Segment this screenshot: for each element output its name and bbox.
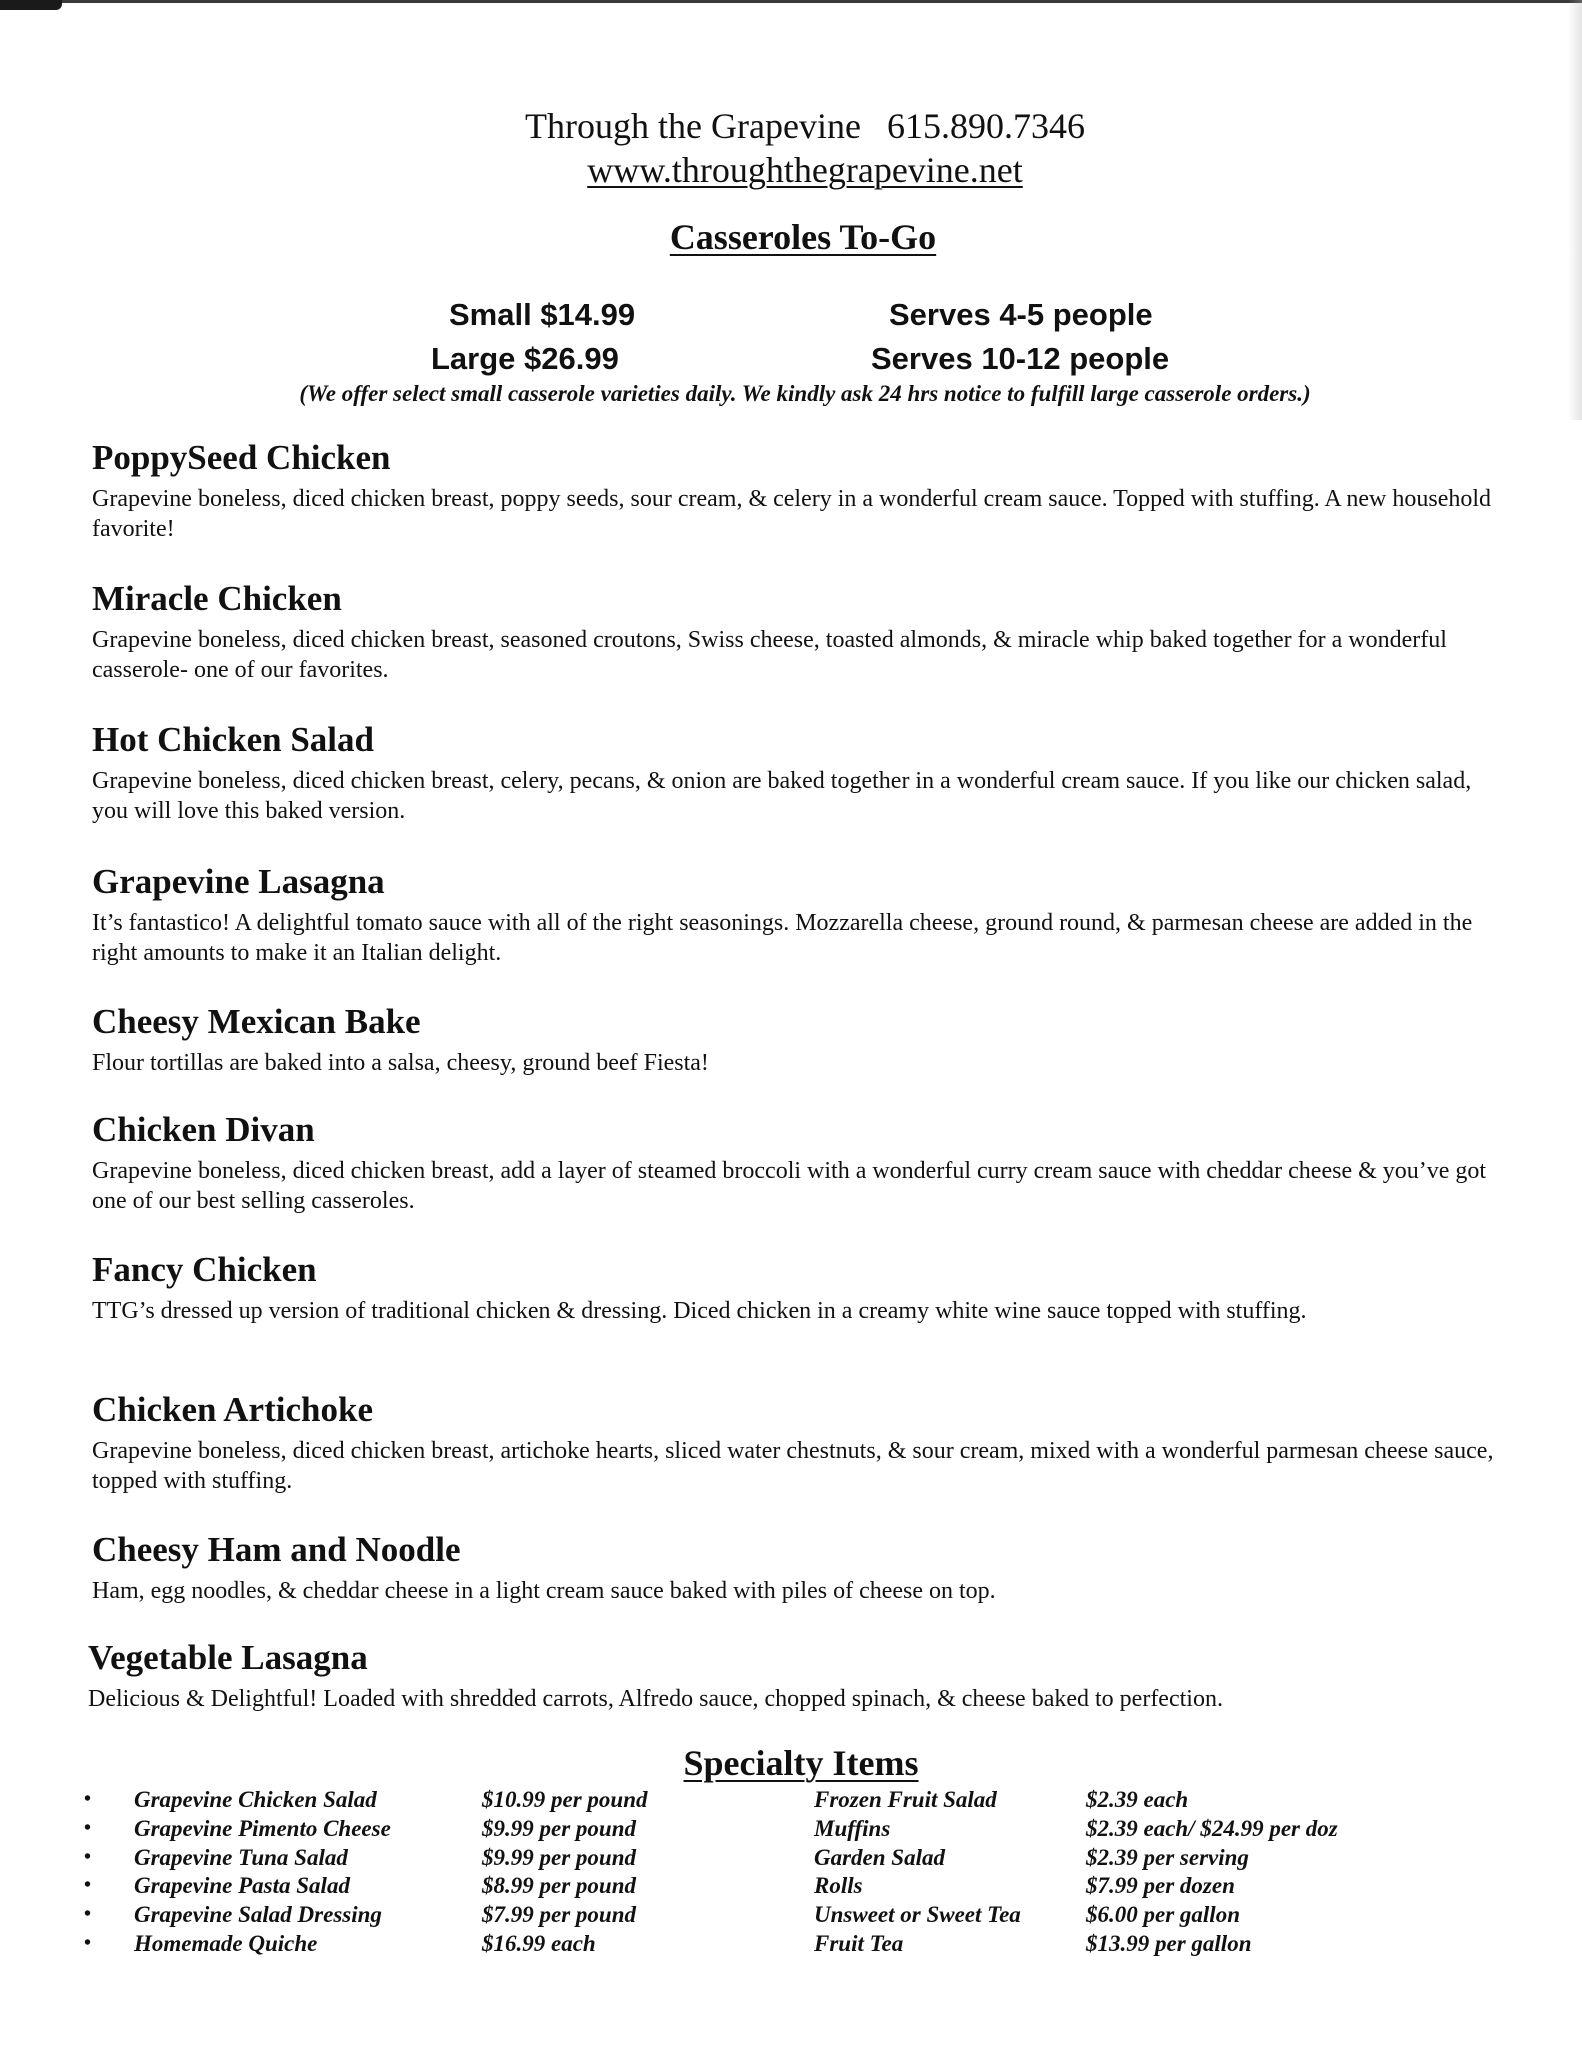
specialty-item-price: $2.39 each <box>1086 1787 1189 1812</box>
small-serves: Serves 4-5 people <box>889 297 1153 332</box>
page-title: Casseroles To-Go <box>669 217 937 257</box>
large-size-price: Large $26.99 <box>431 341 619 376</box>
specialty-item-price: $9.99 per pound <box>482 1845 636 1870</box>
specialty-row <box>0 1814 1582 1843</box>
specialty-item-price: $7.99 per pound <box>482 1902 636 1927</box>
company-phone: 615.890.7346 <box>886 106 1085 146</box>
specialty-row <box>0 1929 1582 1958</box>
company-website[interactable]: www.throughthegrapevine.net <box>587 150 1023 190</box>
bullet-marker: • <box>84 1846 92 1868</box>
casserole-name: Cheesy Mexican Bake <box>92 1002 421 1041</box>
order-notice: (We offer select small casserole varieties daily. We kindly ask 24 hrs notice to fulfill large casserole orders.) <box>299 381 1311 406</box>
specialty-item-price: $6.00 per gallon <box>1086 1902 1240 1927</box>
casserole-description: TTG’s dressed up version of traditional chicken & dressing. Diced chicken in a creamy white wine sauce topped with stuffing. <box>92 1298 1307 1324</box>
casserole-item <box>92 436 1512 544</box>
small-size-price: Small $14.99 <box>449 297 636 332</box>
specialty-item-price: $9.99 per pound <box>482 1816 636 1841</box>
casserole-item <box>92 1528 1512 1606</box>
casserole-item <box>88 1636 1508 1714</box>
casserole-description: Ham, egg noodles, & cheddar cheese in a light cream sauce baked with piles of cheese on top. <box>92 1578 996 1604</box>
company-header <box>14 106 1582 146</box>
specialty-item-price: $7.99 per dozen <box>1086 1873 1235 1898</box>
bullet-marker: • <box>84 1903 92 1925</box>
specialty-item-price: $2.39 per serving <box>1086 1845 1249 1870</box>
casserole-description: It’s fantastico! A delightful tomato sauce with all of the right seasonings. Mozzarella cheese, ground round, & parmesan cheese are added in the right amounts to make it an Italian delight. <box>92 910 1473 966</box>
casserole-item <box>92 577 1512 685</box>
casserole-item <box>92 1000 1512 1078</box>
specialty-item-name: Grapevine Tuna Salad <box>134 1845 348 1870</box>
casserole-description: Grapevine boneless, diced chicken breast, seasoned croutons, Swiss cheese, toasted almonds, & miracle whip baked together for a wonderful casserole- one of our favorites. <box>92 627 1447 683</box>
specialty-item-name: Unsweet or Sweet Tea <box>814 1902 1021 1927</box>
scan-artifact-edge <box>1568 0 1582 420</box>
bullet-marker: • <box>84 1874 92 1896</box>
specialty-item-name: Grapevine Pimento Cheese <box>134 1816 391 1841</box>
company-name: Through the Grapevine <box>525 106 861 146</box>
casserole-description: Grapevine boneless, diced chicken breast, poppy seeds, sour cream, & celery in a wonderful cream sauce. Topped with stuffing. A new household favorite! <box>92 486 1492 542</box>
specialty-item-name: Frozen Fruit Salad <box>814 1787 997 1812</box>
specialty-row <box>0 1843 1582 1872</box>
scan-artifact-line <box>0 0 1582 3</box>
casserole-name: Miracle Chicken <box>92 579 342 618</box>
casserole-name: Hot Chicken Salad <box>92 720 374 759</box>
specialty-row <box>0 1871 1582 1900</box>
casserole-name: Grapevine Lasagna <box>92 862 385 901</box>
casserole-name: PoppySeed Chicken <box>92 438 391 477</box>
specialty-item-name: Fruit Tea <box>814 1931 904 1956</box>
specialty-item-name: Grapevine Salad Dressing <box>134 1902 382 1927</box>
specialty-item-price: $2.39 each/ $24.99 per doz <box>1086 1816 1338 1841</box>
casserole-item <box>92 1108 1512 1216</box>
specialty-item-name: Muffins <box>814 1816 891 1841</box>
specialty-item-price: $8.99 per pound <box>482 1873 636 1898</box>
specialty-item-price: $10.99 per pound <box>482 1787 648 1812</box>
large-serves: Serves 10-12 people <box>871 341 1170 376</box>
casserole-name: Fancy Chicken <box>92 1250 317 1289</box>
bullet-marker: • <box>84 1788 92 1810</box>
specialty-row <box>0 1785 1582 1814</box>
casserole-description: Delicious & Delightful! Loaded with shredded carrots, Alfredo sauce, chopped spinach, & cheese baked to perfection. <box>88 1686 1223 1712</box>
casserole-item <box>92 860 1512 968</box>
specialty-title: Specialty Items <box>683 1743 919 1783</box>
specialty-item-name: Homemade Quiche <box>134 1931 318 1956</box>
casserole-description: Grapevine boneless, diced chicken breast, artichoke hearts, sliced water chestnuts, & sour cream, mixed with a wonderful parmesan cheese sauce, topped with stuffing. <box>92 1438 1494 1494</box>
specialty-item-name: Grapevine Chicken Salad <box>134 1787 377 1812</box>
specialty-item-name: Garden Salad <box>814 1845 945 1870</box>
casserole-description: Flour tortillas are baked into a salsa, cheesy, ground beef Fiesta! <box>92 1050 709 1076</box>
casserole-name: Vegetable Lasagna <box>88 1638 368 1677</box>
casserole-name: Chicken Artichoke <box>92 1390 373 1429</box>
specialty-item-name: Rolls <box>814 1873 863 1898</box>
casserole-description: Grapevine boneless, diced chicken breast, celery, pecans, & onion are baked together in a wonderful cream sauce. If you like our chicken salad, you will love this baked version. <box>92 768 1472 824</box>
casserole-item <box>92 1388 1512 1496</box>
casserole-name: Chicken Divan <box>92 1110 315 1149</box>
specialty-row <box>0 1900 1582 1929</box>
specialty-item-price: $16.99 each <box>482 1931 596 1956</box>
casserole-item <box>92 718 1512 826</box>
specialty-item-name: Grapevine Pasta Salad <box>134 1873 350 1898</box>
bullet-marker: • <box>84 1932 92 1954</box>
casserole-name: Cheesy Ham and Noodle <box>92 1530 461 1569</box>
casserole-item <box>92 1248 1512 1326</box>
scan-artifact-mark <box>0 0 62 10</box>
bullet-marker: • <box>84 1817 92 1839</box>
specialty-item-price: $13.99 per gallon <box>1086 1931 1252 1956</box>
casserole-description: Grapevine boneless, diced chicken breast, add a layer of steamed broccoli with a wonderful curry cream sauce with cheddar cheese & you’ve got one of our best selling casseroles. <box>92 1158 1487 1214</box>
